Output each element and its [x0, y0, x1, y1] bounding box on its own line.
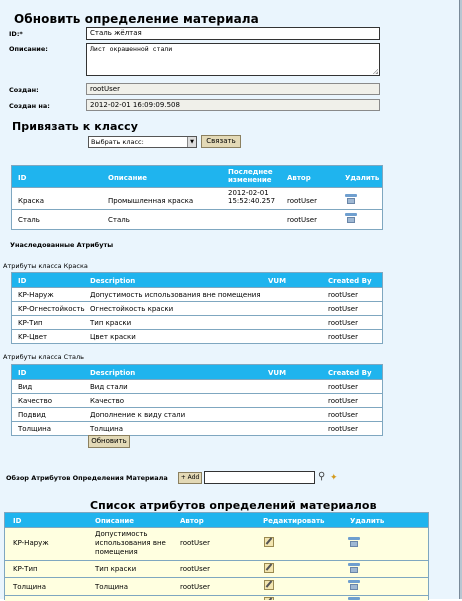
cell-description: Допустимость использования вне помещения — [95, 530, 166, 556]
table-row — [12, 329, 382, 344]
attr-list-title: Список атрибутов определений материалов — [90, 499, 377, 512]
cell-id: Толщина — [13, 583, 47, 591]
cell-id: Толщина — [18, 425, 52, 433]
cell-id: Вид — [18, 383, 33, 391]
update-button[interactable]: Обновить — [88, 435, 130, 448]
bind-button[interactable]: Связать — [201, 135, 241, 148]
clear-broom-icon[interactable]: ✦ — [330, 473, 338, 483]
list-item — [5, 560, 428, 578]
cell-id: KP-Огнестойкость — [18, 305, 85, 313]
table-header — [12, 273, 382, 287]
cell-id: KP-Цвет — [18, 333, 48, 341]
search-icon[interactable]: ⚲ — [318, 471, 326, 482]
cell-description: Толщина — [95, 583, 129, 591]
edit-icon[interactable] — [264, 537, 274, 549]
cell-id: Качество — [18, 397, 53, 405]
col-header-description: Description — [90, 369, 136, 377]
col-header-created-by: Created By — [328, 369, 372, 377]
bind-class-title: Привязать к классу — [12, 120, 139, 133]
table-row — [12, 315, 382, 330]
list-item — [5, 527, 428, 561]
kraska-attrs-title: Атрибуты класса Краска — [3, 262, 88, 270]
col-header-id: ID — [18, 369, 27, 377]
cell-author: rootUser — [180, 539, 210, 547]
col-header-description: Description — [90, 277, 136, 285]
id-input[interactable]: Сталь жёлтая — [86, 27, 380, 40]
cell-id: KP-Наруж — [18, 291, 54, 299]
col-header-vum: VUM — [268, 369, 287, 377]
table-row — [12, 209, 382, 230]
chevron-down-icon: ▼ — [187, 137, 196, 147]
table-row — [12, 421, 382, 436]
col-header-id: ID — [18, 277, 27, 285]
search-input[interactable] — [204, 471, 315, 484]
cell-created-by: rootUser — [328, 411, 358, 419]
row-updated: 2012-02-01 15:52:40.257 — [228, 189, 276, 205]
id-label: ID:* — [9, 30, 23, 38]
add-button[interactable]: + Add — [178, 472, 202, 484]
col-header-created-by: Created By — [328, 277, 372, 285]
created-by-label: Создан: — [9, 86, 39, 94]
cell-description: Вид стали — [90, 383, 128, 391]
attr-list-table — [4, 512, 429, 600]
table-row — [12, 407, 382, 422]
col-header-edit: Редактировать — [263, 517, 325, 525]
table-row — [12, 393, 382, 408]
class-table-header — [12, 166, 382, 187]
col-header-author: Автор — [180, 517, 204, 525]
created-on-label: Создан на: — [9, 102, 50, 110]
cell-author: rootUser — [180, 565, 210, 573]
description-textarea[interactable] — [86, 43, 380, 76]
row-description: Сталь — [108, 216, 130, 224]
row-author: rootUser — [287, 197, 317, 205]
col-header-id: ID — [13, 517, 22, 525]
trash-icon[interactable] — [345, 213, 357, 225]
cell-created-by: rootUser — [328, 383, 358, 391]
cell-author: rootUser — [180, 583, 210, 591]
cell-description: Качество — [90, 397, 125, 405]
stal-attrs-table — [11, 364, 383, 436]
col-header-delete: Удалить — [345, 174, 380, 182]
trash-icon[interactable] — [345, 194, 357, 206]
row-description: Промышленная краска — [108, 197, 194, 205]
cell-created-by: rootUser — [328, 425, 358, 433]
row-author: rootUser — [287, 216, 317, 224]
cell-description: Огнестойкость краски — [90, 305, 174, 313]
cell-created-by: rootUser — [328, 291, 358, 299]
cell-id: Подвид — [18, 411, 46, 419]
created-on-field: 2012-02-01 16:09:09.508 — [86, 99, 380, 111]
list-item — [5, 595, 428, 601]
cell-created-by: rootUser — [328, 305, 358, 313]
class-select[interactable] — [88, 136, 197, 148]
trash-icon[interactable] — [348, 563, 360, 575]
trash-icon[interactable] — [348, 580, 360, 592]
table-header — [12, 365, 382, 379]
class-table — [11, 165, 383, 230]
cell-id: KP-Наруж — [13, 539, 49, 547]
col-header-author: Автор — [287, 174, 311, 182]
kraska-attrs-table — [11, 272, 383, 344]
cell-created-by: rootUser — [328, 397, 358, 405]
cell-id: KP-Тип — [18, 319, 43, 327]
table-row — [12, 187, 382, 210]
description-label: Описание: — [9, 45, 48, 53]
col-header-delete: Удалить — [350, 517, 385, 525]
stal-attrs-title: Атрибуты класса Сталь — [3, 353, 84, 361]
cell-created-by: rootUser — [328, 333, 358, 341]
table-row — [12, 379, 382, 394]
cell-description: Толщина — [90, 425, 124, 433]
col-header-description: Описание — [108, 174, 148, 182]
created-by-field: rootUser — [86, 83, 380, 95]
browse-label: Обзор Атрибутов Определения Материала — [6, 474, 168, 482]
list-item — [5, 577, 428, 596]
inherited-title: Унаследованные Атрибуты — [10, 241, 114, 249]
col-header-vum: VUM — [268, 277, 287, 285]
cell-id: KP-Тип — [13, 565, 38, 573]
resize-handle-icon[interactable] — [373, 69, 378, 74]
cell-description: Дополнение к виду стали — [90, 411, 186, 419]
col-header-updated: Последнее изменение — [228, 168, 273, 184]
cell-description: Цвет краски — [90, 333, 136, 341]
trash-icon[interactable] — [348, 537, 360, 549]
description-text: Лист окрашенной стали — [90, 45, 173, 53]
page-title: Обновить определение материала — [14, 12, 259, 26]
cell-created-by: rootUser — [328, 319, 358, 327]
col-header-id: ID — [18, 174, 27, 182]
cell-description: Допустимость использования вне помещения — [90, 291, 261, 299]
edit-icon[interactable] — [264, 563, 274, 575]
cell-description: Тип краски — [95, 565, 137, 573]
cell-description: Тип краски — [90, 319, 132, 327]
row-id: Краска — [18, 197, 45, 205]
col-header-description: Описание — [95, 517, 135, 525]
edit-icon[interactable] — [264, 580, 274, 592]
class-select-value: Выбрать класс: — [91, 138, 144, 146]
row-id: Сталь — [18, 216, 40, 224]
